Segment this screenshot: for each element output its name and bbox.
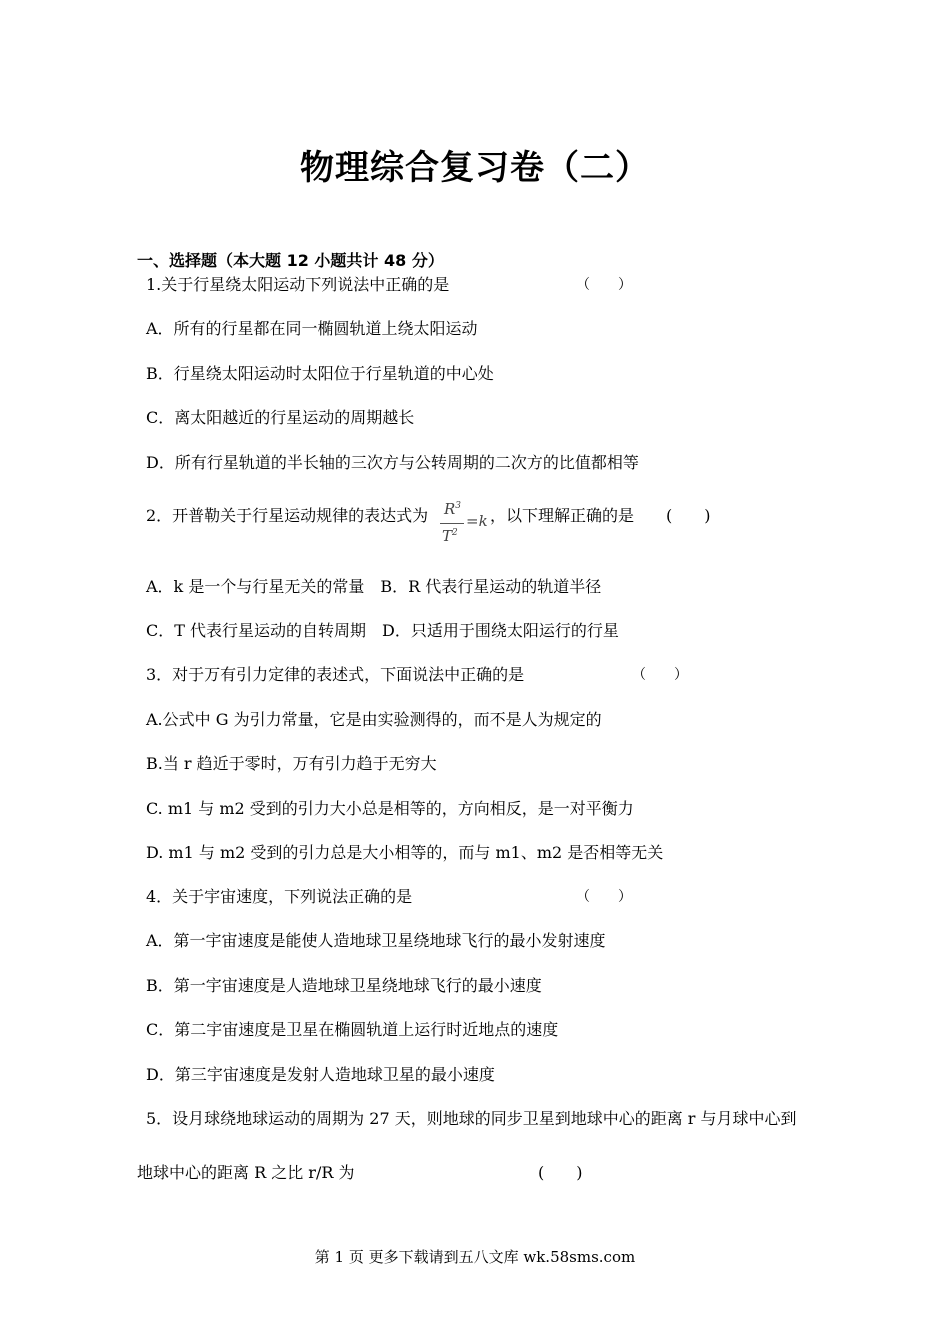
q4-option-d: D．第三宇宙速度是发射人造地球卫星的最小速度: [146, 1065, 495, 1084]
q3-stem: 3．对于万有引力定律的表述式，下面说法中正确的是: [146, 665, 525, 684]
q4-option-b: B．第一宇宙速度是人造地球卫星绕地球飞行的最小速度: [146, 976, 542, 995]
q1-option-d: D．所有行星轨道的半长轴的三次方与公转周期的二次方的比值都相等: [146, 453, 639, 472]
page-footer: 第 1 页 更多下载请到五八文库 wk.58sms.com: [314, 1248, 636, 1266]
q2-stem-after: ，以下理解正确的是: [490, 506, 635, 525]
q1-option-a: A．所有的行星都在同一椭圆轨道上绕太阳运动: [146, 319, 478, 338]
q2-option-cd: C．T 代表行星运动的自转周期 D．只适用于围绕太阳运行的行星: [146, 621, 619, 640]
q3-option-b: B.当 r 趋近于零时，万有引力趋于无穷大: [146, 754, 437, 773]
q1-option-b: B．行星绕太阳运动时太阳位于行星轨道的中心处: [146, 364, 494, 383]
q5-stem-line2: 地球中心的距离 R 之比 r/R 为: [137, 1163, 355, 1182]
q2-stem-before: 2．开普勒关于行星运动规律的表达式为: [146, 506, 429, 525]
q3-option-d: D. m1 与 m2 受到的引力总是大小相等的，而与 m1、m2 是否相等无关: [146, 843, 664, 862]
q1-option-c: C．离太阳越近的行星运动的周期越长: [146, 408, 415, 427]
formula-rhs: =k: [466, 512, 488, 530]
formula-denominator: $T^2$: [442, 527, 458, 545]
kepler-formula: [438, 500, 488, 550]
formula-numerator: $R^3$: [444, 500, 462, 518]
q4-option-c: C．第二宇宙速度是卫星在椭圆轨道上运行时近地点的速度: [146, 1020, 559, 1039]
q5-stem-line1: 5．设月球绕地球运动的周期为 27 天，则地球的同步卫星到地球中心的距离 r 与月球中心到: [146, 1109, 797, 1128]
q3-option-c: C. m1 与 m2 受到的引力大小总是相等的，方向相反，是一对平衡力: [146, 799, 634, 818]
q2-answer-bracket: ( ): [666, 506, 711, 525]
page-title: 物理综合复习卷（二）: [300, 148, 650, 188]
section-heading: 一、选择题（本大题 12 小题共计 48 分）: [137, 251, 444, 270]
q5-answer-bracket: ( ): [538, 1163, 583, 1182]
q3-option-a: A.公式中 G 为引力常量，它是由实验测得的，而不是人为规定的: [146, 710, 602, 729]
q1-stem: 1.关于行星绕太阳运动下列说法中正确的是: [146, 275, 450, 294]
q4-stem: 4．关于宇宙速度，下列说法正确的是: [146, 887, 413, 906]
q3-answer-bracket: （ ）: [632, 667, 688, 683]
q4-answer-bracket: （ ）: [576, 889, 632, 905]
q4-option-a: A．第一宇宙速度是能使人造地球卫星绕地球飞行的最小发射速度: [146, 931, 606, 950]
q1-answer-bracket: （ ）: [576, 277, 632, 293]
fraction-bar: [440, 523, 464, 524]
q2-option-ab: A．k 是一个与行星无关的常量 B．R 代表行星运动的轨道半径: [146, 577, 602, 596]
